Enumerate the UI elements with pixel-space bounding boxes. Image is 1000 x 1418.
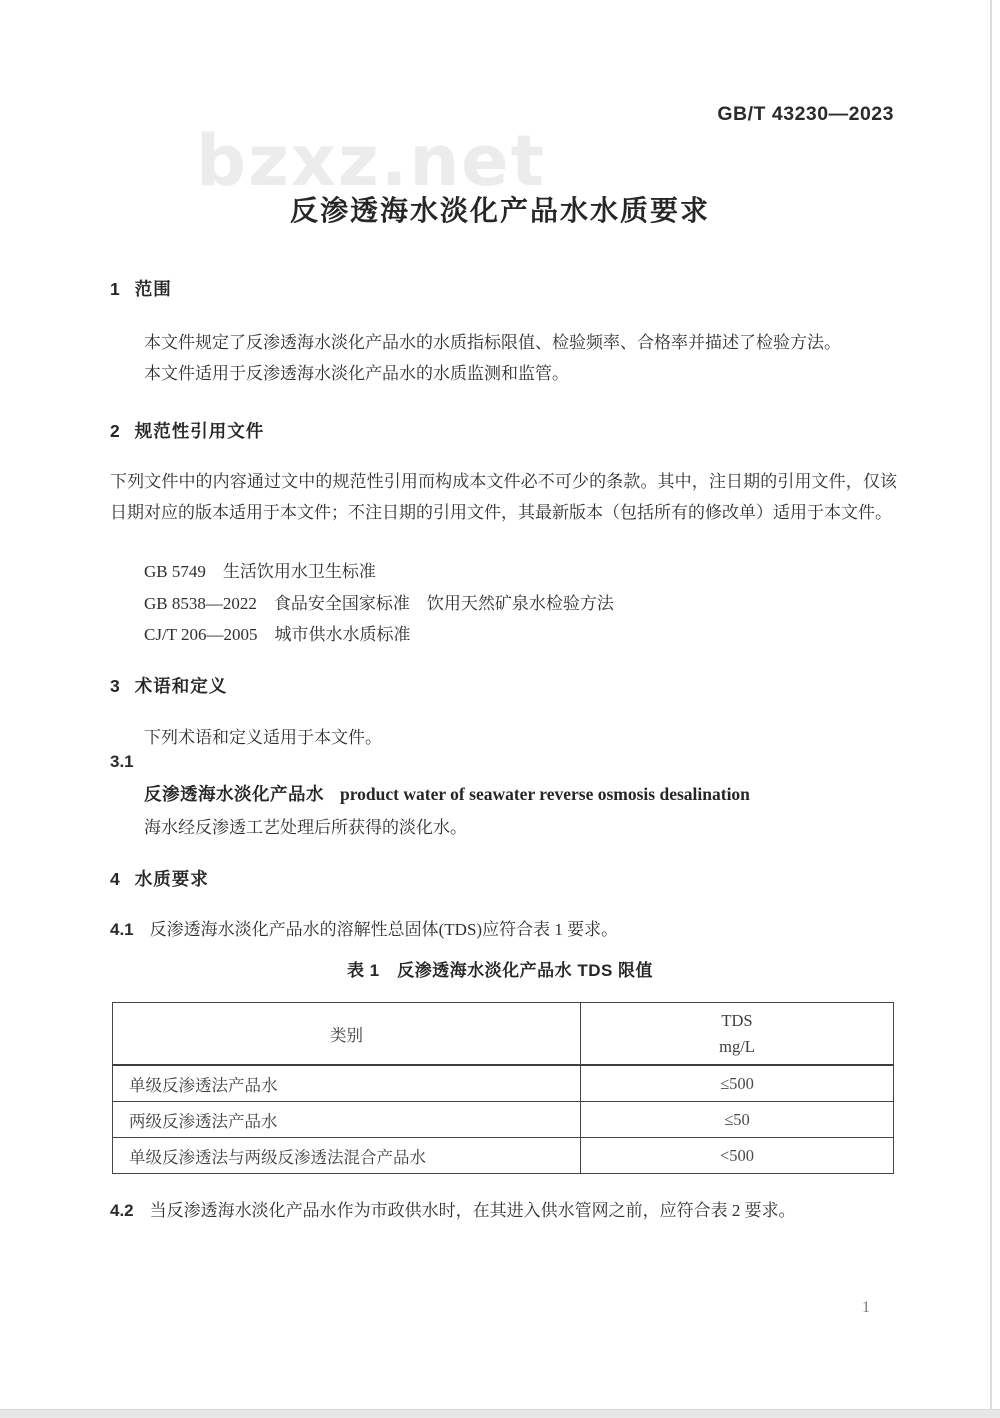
- clause-4-2-text: 当反渗透海水淡化产品水作为市政供水时，在其进入供水管网之前，应符合表 2 要求。: [149, 1201, 796, 1220]
- clause-2-title: 规范性引用文件: [134, 421, 265, 441]
- normative-references-list: [110, 556, 897, 651]
- clause-4-title: 水质要求: [134, 869, 209, 889]
- table-cell-value: <500: [581, 1138, 894, 1174]
- table-header-tds-line1: TDS: [721, 1010, 753, 1030]
- table-1: [112, 1002, 894, 1174]
- table-cell-value: ≤50: [581, 1102, 894, 1138]
- clause-4-1-text: 反渗透海水淡化产品水的溶解性总固体(TDS)应符合表 1 要求。: [149, 920, 619, 939]
- page-number: 1: [862, 1299, 870, 1316]
- watermark: bzxz.net: [196, 120, 547, 202]
- clause-4-heading: [110, 866, 900, 891]
- standard-code: GB/T 43230—2023: [717, 103, 894, 125]
- clause-3-number: 3: [110, 676, 120, 696]
- clause-3-title: 术语和定义: [134, 676, 228, 696]
- table-row: [113, 1102, 894, 1138]
- clause-4-1: [110, 915, 900, 940]
- scope-paragraph-2: 本文件适用于反渗透海水淡化产品水的水质监测和监管。: [144, 364, 569, 383]
- term-entry: [144, 781, 904, 806]
- normative-references-intro: 下列文件中的内容通过文中的规范性引用而构成本文件必不可少的条款。其中，注日期的引用文件，仅该日期对应的版本适用于本文件；不注日期的引用文件，其最新版本（包括所有的修改单）适用于本文件。: [110, 472, 897, 522]
- clause-2-number: 2: [110, 421, 120, 441]
- reference-item: GB 8538—2022 食品安全国家标准 饮用天然矿泉水检验方法: [144, 593, 614, 613]
- clause-1-body: [110, 327, 897, 389]
- clause-4-number: 4: [110, 869, 120, 889]
- table-row: [113, 1065, 894, 1102]
- term-en: product water of seawater reverse osmosis desalination: [340, 784, 750, 804]
- term-definition: 海水经反渗透工艺处理后所获得的淡化水。: [144, 818, 467, 837]
- page-title: 反渗透海水淡化产品水水质要求: [289, 195, 710, 226]
- table-cell-category: 两级反渗透法产品水: [113, 1102, 581, 1138]
- reference-item: CJ/T 206—2005 城市供水水质标准: [144, 625, 411, 644]
- table-header-category: 类别: [113, 1003, 581, 1066]
- reference-item: GB 5749 生活饮用水卫生标准: [144, 562, 376, 581]
- table-1-caption: 表 1 反渗透海水淡化产品水 TDS 限值: [346, 961, 654, 980]
- clause-4-2: [110, 1196, 900, 1221]
- scope-paragraph-1: 本文件规定了反渗透海水淡化产品水的水质指标限值、检验频率、合格率并描述了检验方法。: [144, 333, 841, 352]
- clause-4-2-number: 4.2: [110, 1201, 134, 1220]
- table-header-tds-line2: mg/L: [719, 1036, 755, 1056]
- clause-1-number: 1: [110, 279, 120, 299]
- clause-1-title: 范围: [134, 279, 172, 299]
- term-zh: 反渗透海水淡化产品水: [144, 784, 324, 804]
- clause-3-heading: [110, 673, 900, 698]
- table-row: [113, 1138, 894, 1174]
- table-header-tds: [581, 1003, 894, 1066]
- page-edge-bottom: [0, 1409, 1000, 1418]
- clause-1-heading: [110, 276, 900, 301]
- clause-4-1-number: 4.1: [110, 920, 134, 939]
- clause-2-heading: [110, 418, 900, 443]
- table-cell-category: 单级反渗透法与两级反渗透法混合产品水: [113, 1138, 581, 1174]
- term-number: 3.1: [110, 752, 134, 771]
- table-header-row: [113, 1003, 894, 1066]
- terms-intro: 下列术语和定义适用于本文件。: [144, 728, 382, 747]
- table-cell-value: ≤500: [581, 1065, 894, 1102]
- table-cell-category: 单级反渗透法产品水: [113, 1065, 581, 1102]
